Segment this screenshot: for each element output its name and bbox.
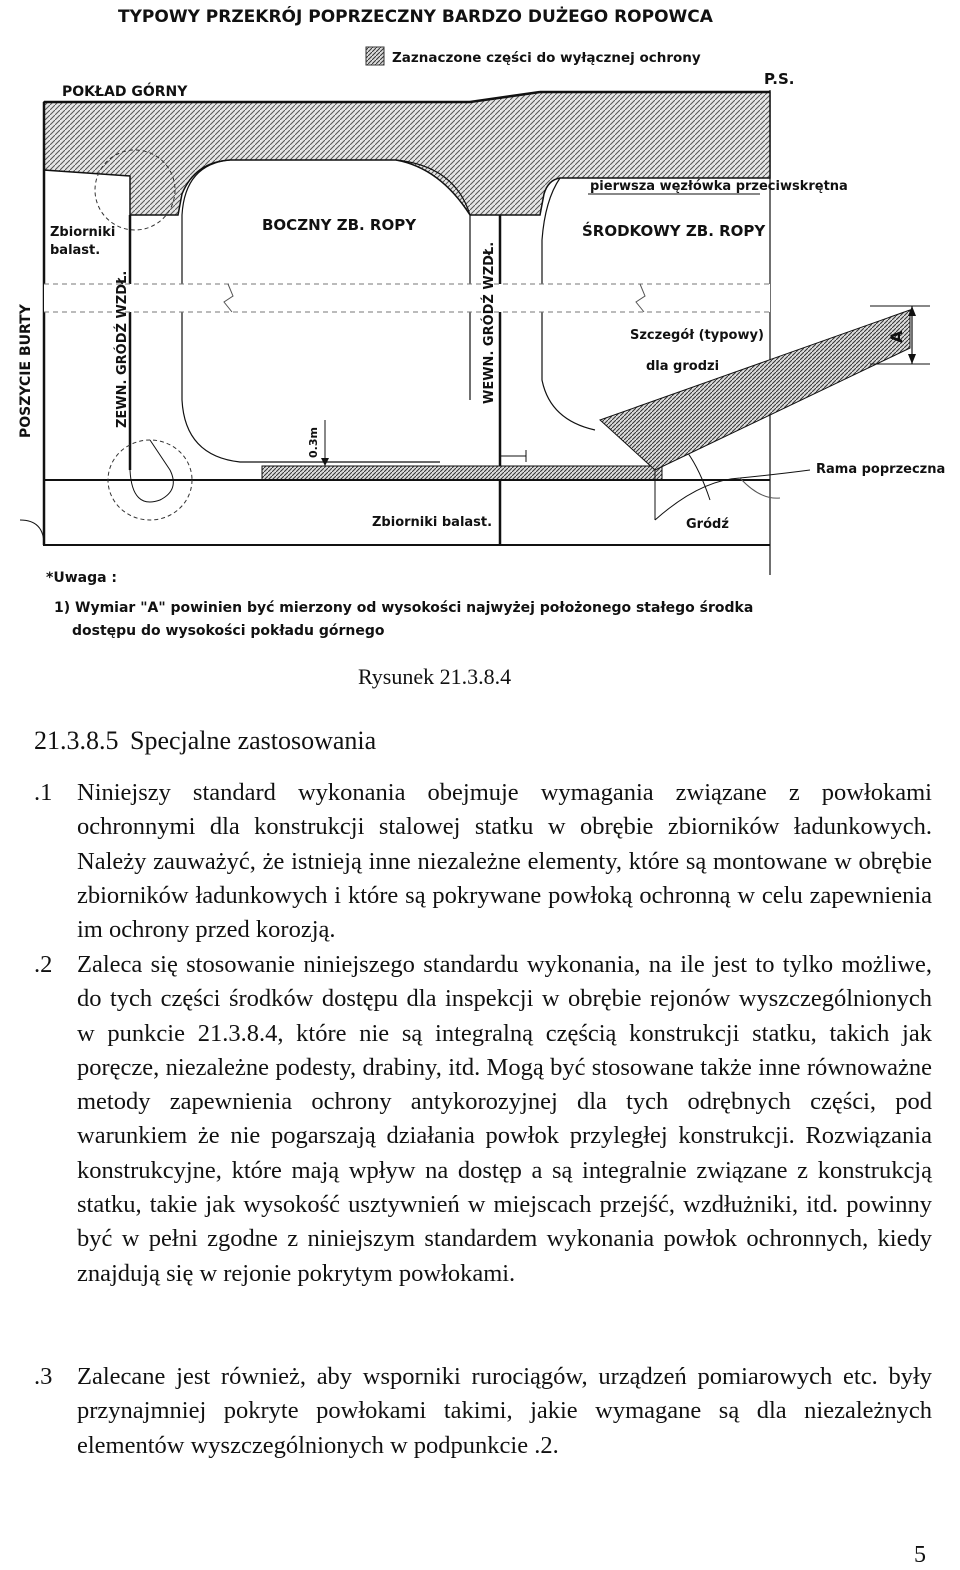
section-heading bbox=[34, 726, 376, 756]
paragraph-3 bbox=[34, 1360, 932, 1463]
legend-swatch bbox=[366, 47, 384, 65]
label-web-frame: Rama poprzeczna bbox=[816, 462, 946, 477]
paragraph-2 bbox=[34, 948, 932, 1291]
upper-deck-hatched bbox=[44, 92, 770, 215]
figure-title: TYPOWY PRZEKRÓJ POPRZECZNY BARDZO DUŻEGO ROPOWCA bbox=[118, 7, 713, 27]
stringer-band bbox=[44, 284, 770, 312]
paragraph-number: .2 bbox=[34, 951, 53, 978]
note-line-2: dostępu do wysokości pokładu górnego bbox=[72, 623, 385, 639]
label-centre-cargo-tank: ŚRODKOWY ZB. ROPY bbox=[582, 222, 766, 240]
paragraph-text: Zaleca się stosowanie niniejszego standardu wykonania, na ile jest to tylko możliwe, do tych części środków dostępu dla inspekcji w obrębie rejonów wyszczególnionych w punkcie 21.3.8.4, które nie są integralną częścią konstrukcji statku, takich jak poręcze, niezależne podesty, drabiny, itd. Mogą być stosowane także inne równoważne metody zapewnienia ochrony antykorozyjnej dla tych odrębnych części, pod warunkiem że nie pogarszają działania powłok przyległej konstrukcji. Rozwiązania konstrukcyjne, które mają wpływ na dostęp a są integralnie związane z konstrukcją statku, takie jak wysokość usztywnień w miejscach przejść, wzdłużniki, itd. powinny być w pełni zgodne z niniejszym standardem wykonania powłok ochronnych, kiedy znajdują się w rejonie pokrytym powłokami. bbox=[77, 951, 932, 1287]
label-bulkhead: Gródź bbox=[686, 517, 729, 532]
label-outer-bulkhead: ZEWN. GRÓDŹ WZDŁ. bbox=[115, 270, 130, 428]
paragraph-number: .1 bbox=[34, 779, 53, 806]
paragraph-1 bbox=[34, 776, 932, 947]
label-inner-bulkhead: WEWN. GRÓDŹ WZDŁ. bbox=[482, 241, 497, 404]
label-first-node: pierwsza węzłówka przeciwskrętna bbox=[590, 179, 848, 194]
label-ballast-tank-line1: Zbiorniki bbox=[50, 225, 116, 240]
paragraph-text: Niniejszy standard wykonania obejmuje wymagania związane z powłokami ochronnymi dla konstrukcji stalowej statku w obrębie zbiorników ładunkowych. Należy zauważyć, że istnieją inne niezależne elementy, które są montowane w obrębie zbiorników ładunkowych i które są pokrywane powłoką ochronną w celu zapewnienia im ochrony przed korozją. bbox=[77, 779, 932, 944]
bottom-hatched-strip bbox=[262, 466, 662, 480]
label-upper-deck: POKŁAD GÓRNY bbox=[62, 84, 188, 100]
note-title: *Uwaga : bbox=[46, 570, 118, 586]
label-ballast-tank-line2: balast. bbox=[50, 243, 101, 258]
label-detail: Szczegół (typowy) bbox=[630, 328, 764, 343]
legend-label: Zaznaczone części do wyłącznej ochrony bbox=[392, 50, 701, 66]
label-height-03: 0.3m bbox=[307, 427, 320, 458]
label-side-cargo-tank: BOCZNY ZB. ROPY bbox=[262, 216, 417, 234]
label-ballast-tanks: Zbiorniki balast. bbox=[372, 515, 493, 530]
cross-section-figure bbox=[0, 0, 960, 650]
label-ps: P.S. bbox=[764, 70, 795, 88]
label-side-shell: POSZYCIE BURTY bbox=[18, 304, 34, 438]
figure-caption: Rysunek 21.3.8.4 bbox=[358, 664, 512, 689]
label-detail-sub: dla grodzi bbox=[646, 359, 720, 374]
paragraph-number: .3 bbox=[34, 1363, 53, 1390]
paragraph-text: Zalecane jest również, aby wsporniki rurociągów, urządzeń pomiarowych etc. były przynajmniej pokryte powłokami takimi, jakie wymagane są dla niezależnych elementów wyszczególnionych w podpunkcie .2. bbox=[77, 1363, 932, 1459]
section-number: 21.3.8.5 bbox=[34, 726, 119, 755]
section-title: Specjalne zastosowania bbox=[130, 726, 377, 755]
page-number: 5 bbox=[914, 1542, 926, 1568]
note-line-1: 1) Wymiar "A" powinien być mierzony od wysokości najwyżej położonego stałego środka bbox=[54, 600, 754, 616]
label-dimension-a: A bbox=[887, 330, 906, 343]
